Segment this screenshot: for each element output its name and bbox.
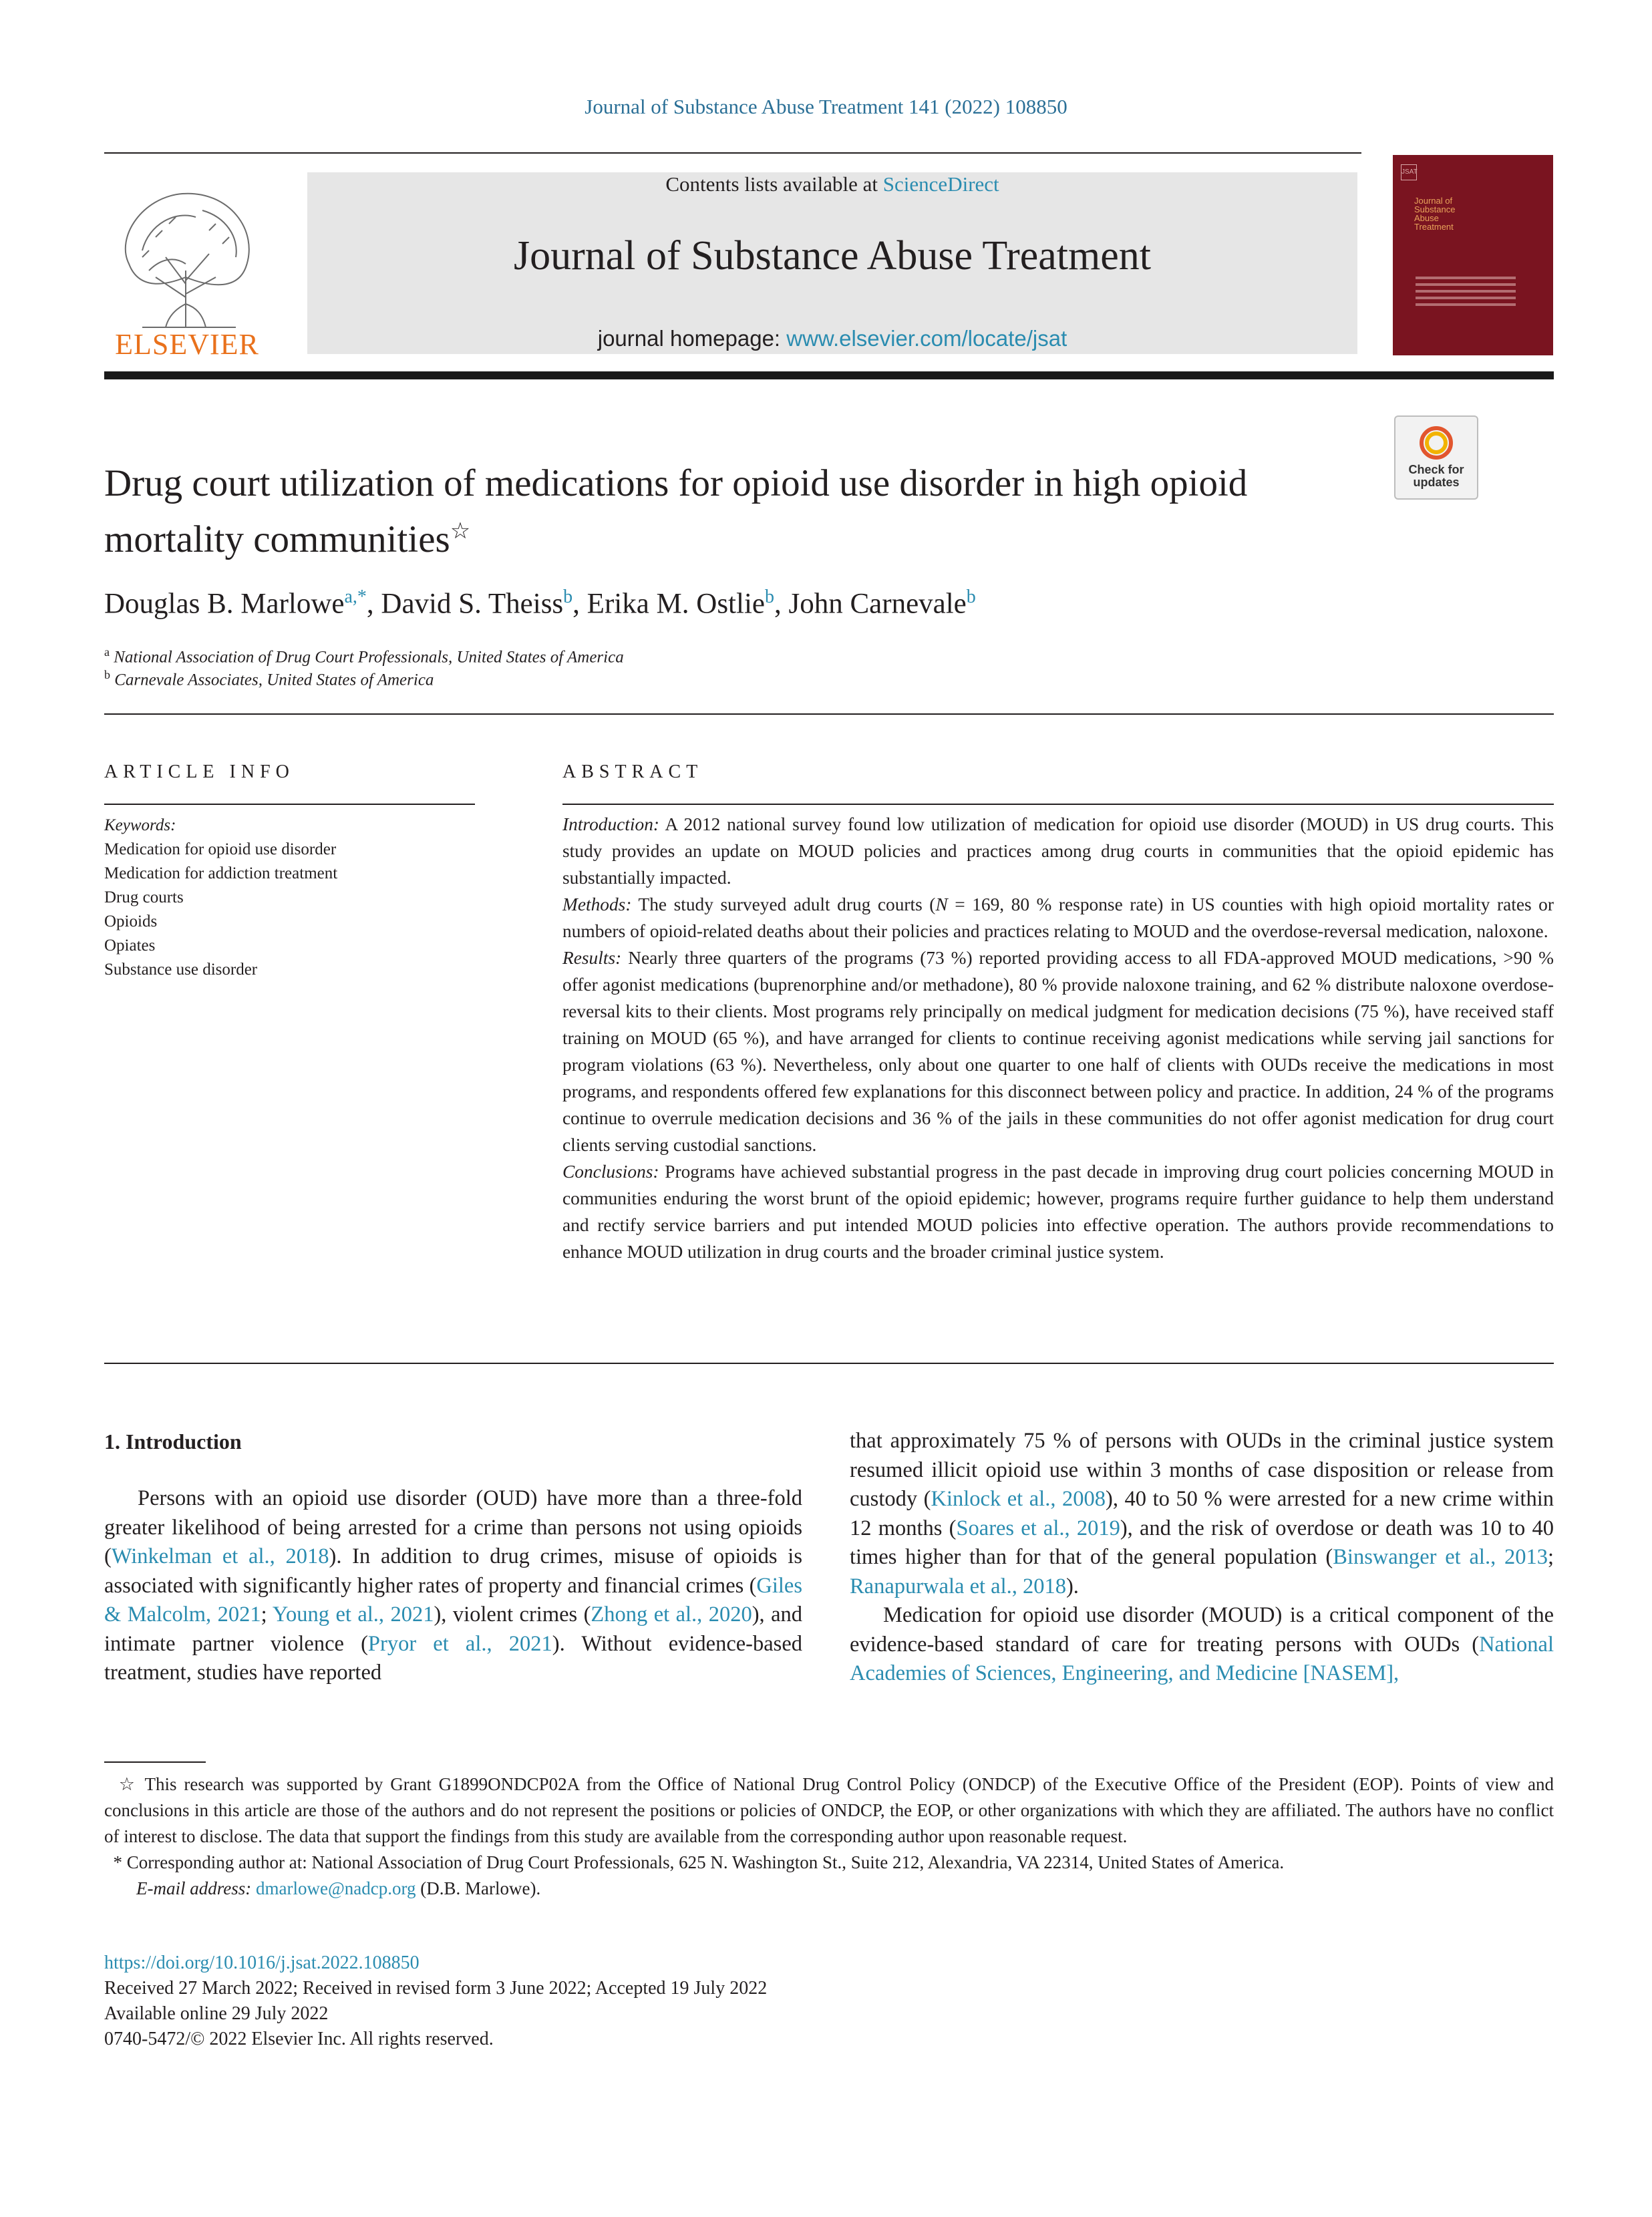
body-text: ; [261, 1602, 273, 1627]
article-title-line1: Drug court utilization of medications for opioid use disorder in high opioid [104, 462, 1248, 504]
received-dates: Received 27 March 2022; Received in revised form 3 June 2022; Accepted 19 July 2022 [104, 1978, 768, 1999]
abstract-rule [562, 804, 1554, 805]
elsevier-wordmark: ELSEVIER [115, 328, 259, 361]
doi-link[interactable]: https://doi.org/10.1016/j.jsat.2022.108850 [104, 1952, 420, 1973]
citation-link[interactable]: Pryor et al., 2021 [367, 1631, 552, 1656]
affiliation-b [104, 668, 434, 689]
affiliation-text: Carnevale Associates, United States of America [114, 671, 434, 689]
author-name[interactable]: David S. Theiss [381, 588, 564, 620]
check-updates-icon-inner [1425, 432, 1448, 454]
keyword-item: Substance use disorder [104, 961, 258, 979]
email-label: E-mail address: [136, 1878, 252, 1898]
article-title-line2: mortality communities [104, 518, 450, 560]
footnotes [104, 1771, 1554, 1902]
abstract-methods [562, 891, 1554, 945]
abstract-results [562, 945, 1554, 1158]
elsevier-logo[interactable] [102, 170, 273, 361]
body-paragraph [850, 1427, 1554, 1601]
abstract-introduction [562, 811, 1554, 891]
body-text: ), and intimate partner violence ( [104, 1602, 802, 1656]
title-footnote-mark[interactable]: ☆ [450, 519, 471, 544]
keyword-item: Opioids [104, 912, 158, 930]
citation-link[interactable]: National Academies of Sciences, Engineering, and Medicine [NASEM], [850, 1632, 1554, 1685]
journal-cover-thumbnail[interactable] [1393, 155, 1553, 355]
journal-title: Journal of Substance Abuse Treatment [513, 233, 1151, 279]
footnote-mark: * [113, 1852, 122, 1872]
homepage-prefix: journal homepage: [597, 326, 787, 351]
abstract-heading: ABSTRACT [562, 761, 703, 782]
check-for-updates-button[interactable] [1394, 415, 1478, 500]
footnote-rule [104, 1761, 206, 1763]
abstract-text: Nearly three quarters of the programs (73 %) reported providing access to all FDA-approved MOUD medications, >90 % offer agonist medications (buprenorphine and/or methadone), 80 % provide naloxone training, and 62 % distribute naloxone overdose-reversal kits to their clients. Most programs rely principally on medical judgment for medication decisions (75 %), have received staff training on MOUD (65 %), and have arranged for clients to continue receiving agonist medications while serving jail sanctions for program violations (63 %). Nevertheless, only about one quarter to one half of clients with OUDs receive the medications in most programs, and respondents offered few explanations for this disconnect between policy and practice. In addition, 24 % of the programs continue to overrule medication decisions and 36 % of the jails in these communities do not offer agonist medication for drug court clients serving custodial sanctions. [562, 948, 1554, 1155]
body-column-right [850, 1427, 1554, 1689]
affiliation-a [104, 645, 624, 667]
abstract-text: = 169, 80 % response rate) in US counties with high opioid mortality rates or numbers of opioid-related deaths about their policies and practices relating to MOUD and the overdose-reversal medication, naloxone. [562, 894, 1554, 941]
abstract-text: The study surveyed adult drug courts ( [631, 894, 936, 914]
elsevier-tree-icon [102, 170, 273, 361]
abstract-conclusions [562, 1158, 1554, 1265]
keyword-item: Medication for opioid use disorder [104, 840, 337, 858]
body-text: ), 40 to 50 % were arrested for a new crime within 12 months ( [850, 1487, 1554, 1540]
keywords-block [104, 814, 337, 982]
citation-link[interactable]: Young et al., 2021 [272, 1602, 434, 1627]
abstract-label: Introduction: [562, 814, 660, 834]
citation-link[interactable]: Winkelman et al., 2018 [111, 1544, 329, 1568]
article-info-heading: ARTICLE INFO [104, 761, 295, 782]
cover-text-lines [1416, 277, 1516, 310]
corresponding-footnote [104, 1850, 1554, 1876]
body-text: that approximately 75 % of persons with OUDs in the criminal justice system resumed illicit opioid use within 3 months of case disposition or release from custody ( [850, 1429, 1554, 1511]
citation-link[interactable]: Kinlock et al., 2008 [931, 1487, 1106, 1511]
body-text: ). Without evidence-based treatment, studies have reported [104, 1631, 802, 1685]
section-rule [104, 1363, 1554, 1364]
keywords-label: Keywords: [104, 816, 176, 834]
citation-link[interactable]: Zhong et al., 2020 [591, 1602, 752, 1627]
citation-link[interactable]: Ranapurwala et al., 2018 [850, 1574, 1066, 1598]
email-line [104, 1876, 1554, 1902]
body-text: Medication for opioid use disorder (MOUD) is a critical component of the evidence-based standard of care for treating persons with OUDs ( [850, 1603, 1554, 1657]
email-suffix: (D.B. Marlowe). [416, 1878, 541, 1898]
body-text: ), and the risk of overdose or death was 10 to 40 times higher than for that of the general population ( [850, 1516, 1554, 1569]
footnote-text: This research was supported by Grant G1899ONDCP02A from the Office of National Drug Control Policy (ONDCP) of the Executive Office of the President (EOP). Points of view and conclusions in this article are those of the authors and do not represent the positions or policies of ONDCP, the EOP, or other organizations with which they are affiliated. The authors have no conflict of interest to disclose. The data that support the findings from this study are available from the corresponding author upon reasonable request. [104, 1774, 1554, 1846]
article-title [104, 460, 1373, 564]
homepage-line [307, 326, 1357, 351]
affiliation-mark: a [104, 645, 110, 659]
abstract-label: Methods: [562, 894, 632, 914]
contents-prefix: Contents lists available at [665, 172, 883, 196]
funding-footnote [104, 1771, 1554, 1850]
abstract-n: N [935, 894, 948, 914]
abstract-label: Results: [562, 948, 622, 968]
abstract-body [562, 811, 1554, 1265]
footnote-text: Corresponding author at: National Association of Drug Court Professionals, 625 N. Washington St., Suite 212, Alexandria, VA 22314, United States of America. [122, 1852, 1285, 1872]
article-metadata [104, 1950, 1307, 2052]
copyright: 0740-5472/© 2022 Elsevier Inc. All rights reserved. [104, 2029, 494, 2049]
abstract-text: A 2012 national survey found low utilization of medication for opioid use disorder (MOUD) in US drug courts. This study provides an update on MOUD policies and practices among drug courts in communities that the opioid epidemic has substantially impacted. [562, 814, 1554, 888]
check-updates-label: Check for updates [1408, 463, 1464, 489]
author-affil-mark[interactable]: b [966, 586, 976, 607]
body-paragraph [104, 1484, 802, 1688]
cover-title: Journal of Substance Abuse Treatment [1414, 196, 1456, 232]
homepage-link[interactable]: www.elsevier.com/locate/jsat [786, 326, 1067, 351]
journal-reference[interactable]: Journal of Substance Abuse Treatment 141 (2022) 108850 [585, 95, 1067, 118]
keyword-item: Opiates [104, 936, 156, 955]
body-text: ). In addition to drug crimes, misuse of opioids is associated with significantly higher rates of property and financial crimes ( [104, 1544, 802, 1598]
abstract-text: Programs have achieved substantial progress in the past decade in improving drug court policies concerning MOUD in communities enduring the worst brunt of the opioid epidemic; however, programs require further guidance to help them understand and rectify service barriers and put intended MOUD policies into effective operation. The authors provide recommendations to enhance MOUD utilization in drug courts and the broader criminal justice system. [562, 1162, 1554, 1262]
citation-link[interactable]: Soares et al., 2019 [956, 1516, 1120, 1540]
contents-line [307, 172, 1357, 196]
author-list: Douglas B. Marlowe$^{a,*}$, David S. Theiss$^b$, Erika M. Ostlie$^b$, John Carnevale$^b$ [104, 586, 976, 620]
cover-badge: JSAT [1401, 164, 1417, 180]
body-text: ; [1547, 1545, 1554, 1569]
sciencedirect-link[interactable]: ScienceDirect [882, 172, 999, 196]
header-rule [104, 152, 1361, 154]
available-online: Available online 29 July 2022 [104, 2003, 329, 2024]
email-link[interactable]: dmarlowe@nadcp.org [255, 1878, 416, 1898]
affiliation-text: National Association of Drug Court Professionals, United States of America [114, 648, 624, 667]
body-paragraph [850, 1601, 1554, 1689]
author-name[interactable]: John Carnevale [788, 588, 967, 620]
abstract-label: Conclusions: [562, 1162, 659, 1182]
section-heading: 1. Introduction [104, 1429, 242, 1454]
keyword-item: Medication for addiction treatment [104, 864, 338, 882]
author-name[interactable]: Douglas B. Marlowe [104, 588, 345, 620]
affiliation-mark: b [104, 668, 110, 681]
footnote-mark: ☆ [118, 1774, 138, 1794]
body-text: ), violent crimes ( [434, 1602, 591, 1627]
author-name[interactable]: Erika M. Ostlie [587, 588, 765, 620]
body-column-left [104, 1484, 802, 1688]
citation-link[interactable]: Giles & Malcolm, 2021 [104, 1573, 802, 1627]
author-affil-mark[interactable]: a,* [344, 586, 367, 607]
citation-link[interactable]: Binswanger et al., 2013 [1333, 1545, 1548, 1569]
keyword-item: Drug courts [104, 888, 184, 906]
body-text: ). [1065, 1574, 1079, 1598]
section-rule [104, 713, 1554, 715]
author-affil-mark[interactable]: b [563, 586, 573, 607]
body-text: Persons with an opioid use disorder (OUD) have more than a three-fold greater likelihood of being arrested for a crime than persons not using opioids ( [104, 1486, 802, 1568]
article-info-rule [104, 804, 475, 805]
header-thick-rule [104, 371, 1554, 379]
author-affil-mark[interactable]: b [765, 586, 774, 607]
